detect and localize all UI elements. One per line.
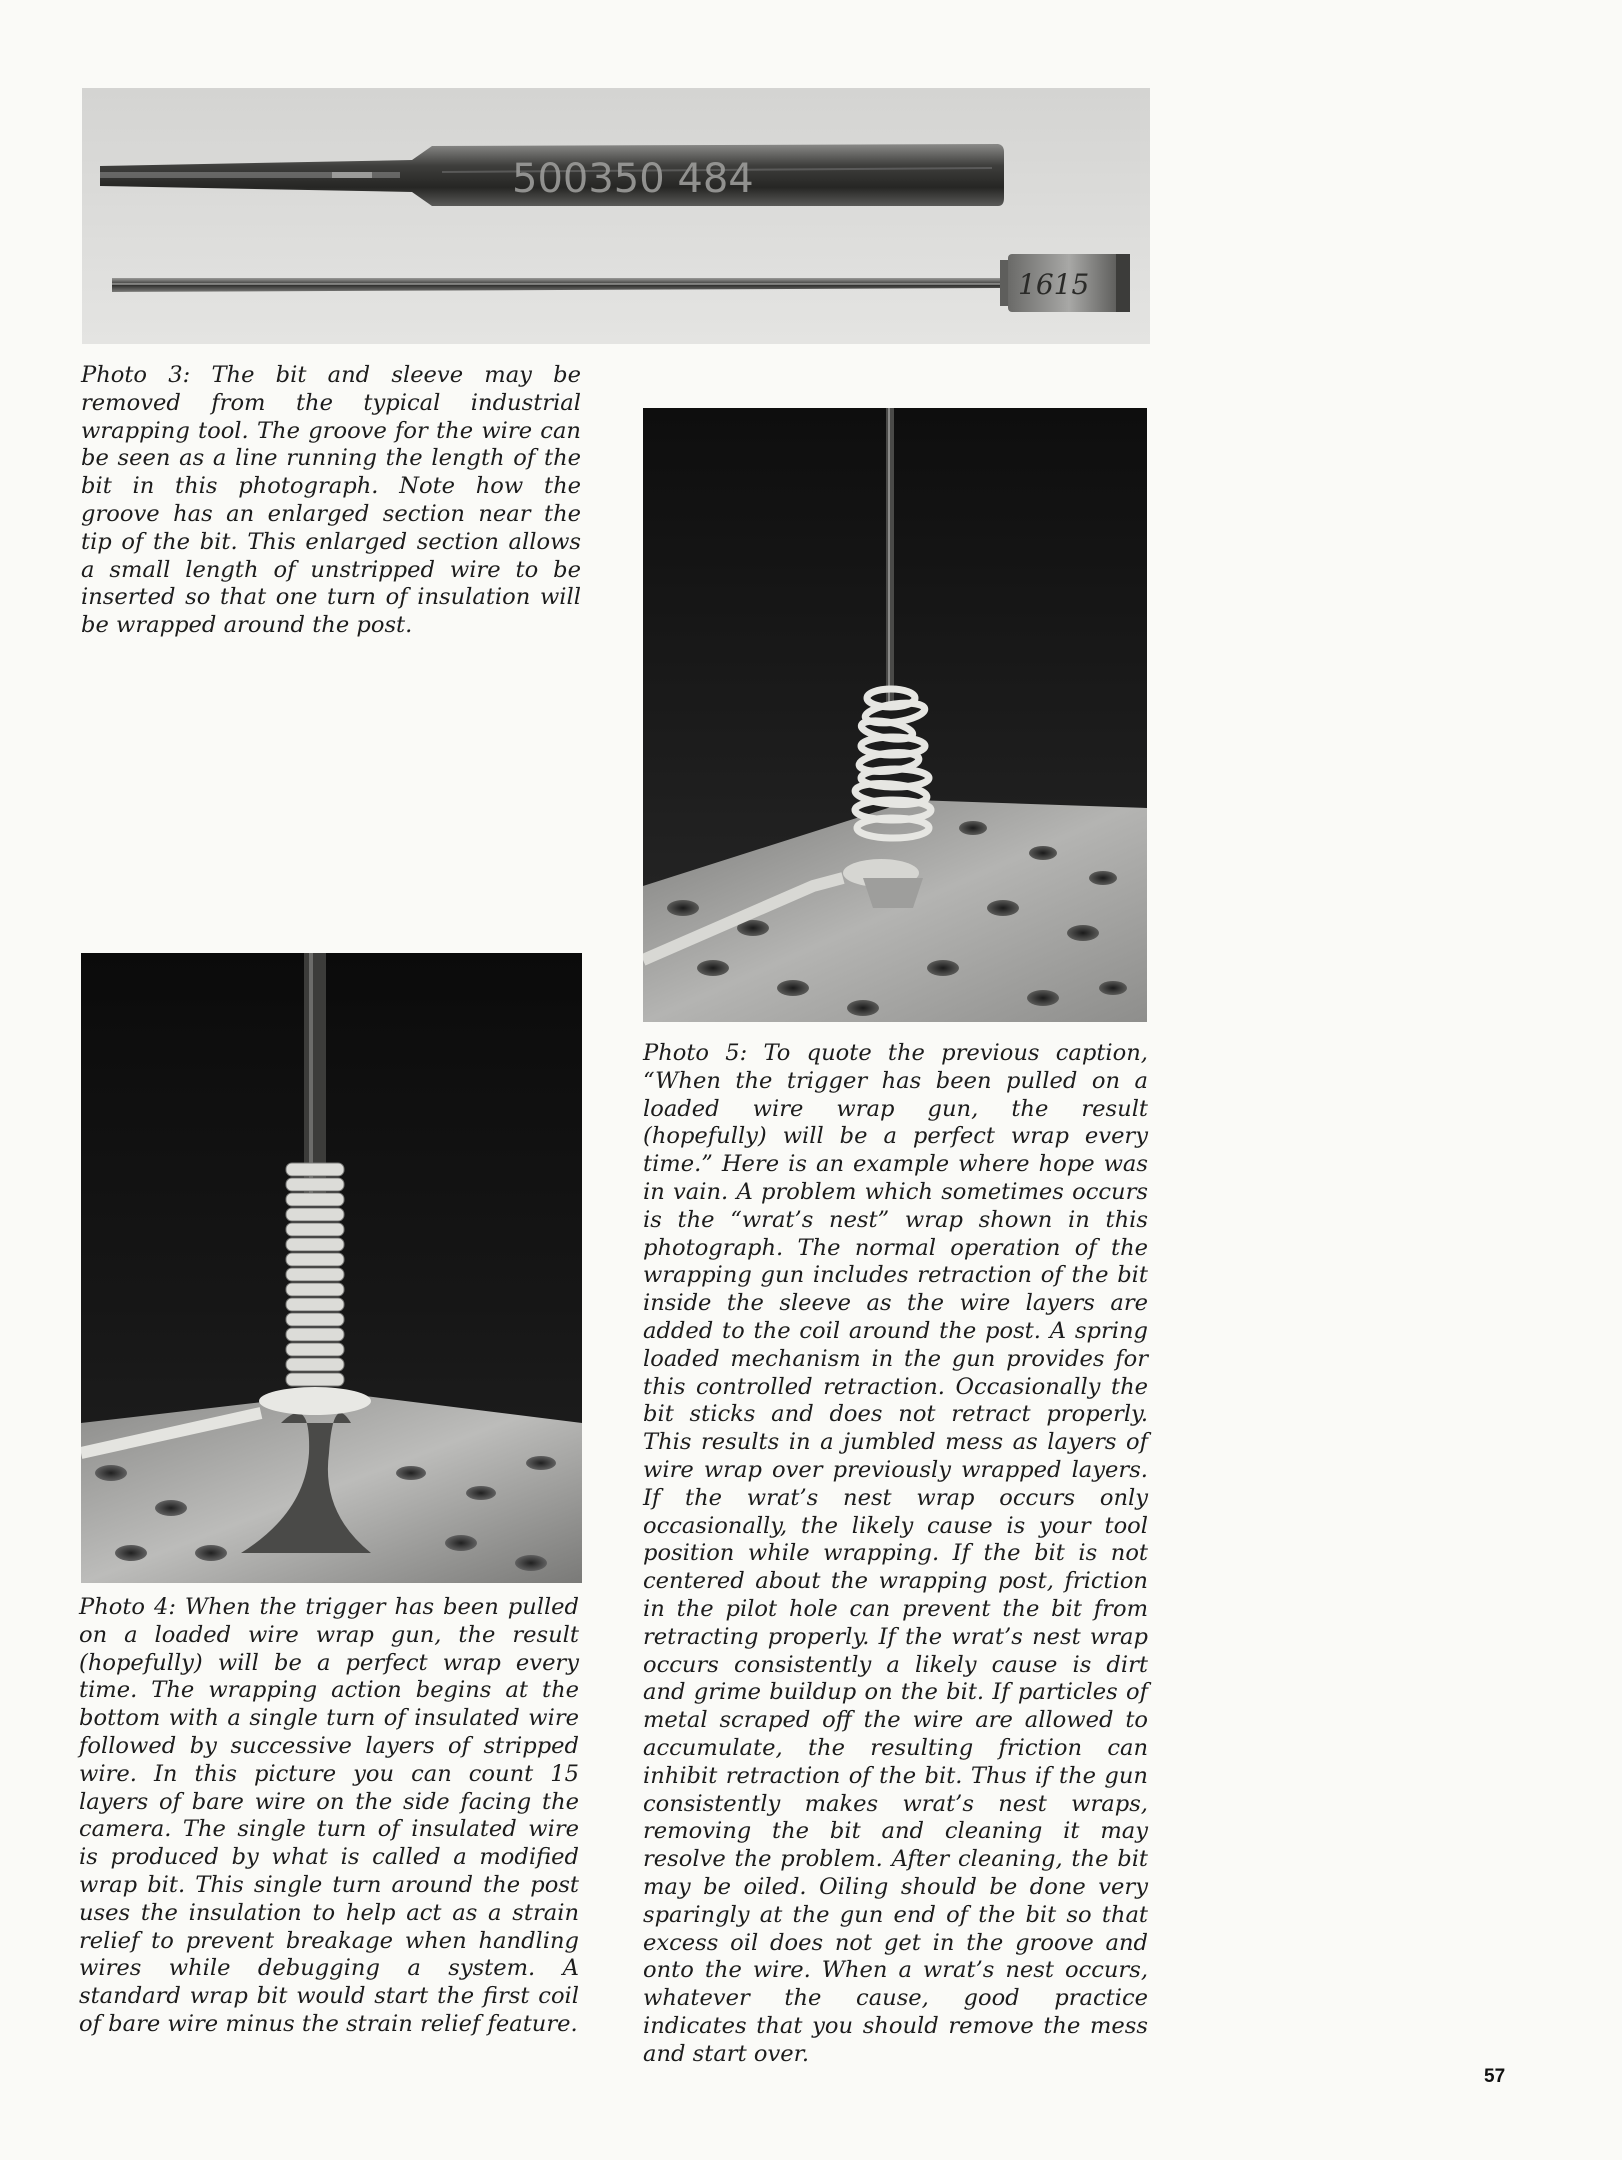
sleeve-label: 1615 bbox=[1018, 268, 1090, 301]
photo-4-perfect-wrap bbox=[81, 953, 582, 1583]
bit-engraving: 500350 484 bbox=[512, 156, 754, 202]
photo-3-caption: Photo 3: The bit and sleeve may be removed from the typical industrial wrapping tool. The groove for the wire can be seen as a line running the length of the bit in this photograph. Note how the groove has an enlarged section near the tip of the bit. This enlarged section allows a small length of unstripped wire to be inserted so that one turn of insulation will be wrapped around the post. bbox=[81, 362, 581, 639]
photo-3-image bbox=[82, 88, 1150, 344]
photo-5-image bbox=[643, 408, 1147, 1022]
photo-5-caption: Photo 5: To quote the previous caption, “When the trigger has been pulled on a loaded wire wrap gun, the result (hopefully) will be a perfect wrap every time.” Here is an example where hope was in vain. A problem which sometimes occurs is the “wrat’s nest” wrap shown in this photograph. The normal operation of the wrapping gun includes retraction of the bit inside the sleeve as the wire layers are added to the coil around the post. A spring loaded mechanism in the gun provides for this controlled retraction. Occasionally the bit sticks and does not retract properly. This results in a jumbled mess as layers of wire wrap over previously wrapped layers. If the wrat’s nest wrap occurs only occasionally, the likely cause is your tool position while wrapping. If the bit is not centered about the wrapping post, friction in the pilot hole can prevent the bit from retracting properly. If the wrat’s nest wrap occurs consistently a likely cause is dirt and grime buildup on the bit. If particles of metal scraped off the wire are allowed to accumulate, the resulting friction can inhibit retraction of the bit. Thus if the gun consistently makes wrat’s nest wraps, removing the bit and cleaning it may resolve the problem. After cleaning, the bit may be oiled. Oiling should be done very sparingly at the gun end of the bit so that excess oil does not get in the groove and onto the wire. When a wrat’s nest occurs, whatever the cause, good practice indicates that you should remove the mess and start over. bbox=[643, 1040, 1148, 2067]
photo-5-wrats-nest bbox=[643, 408, 1147, 1022]
photo-3-bit-and-sleeve bbox=[82, 88, 1150, 344]
page-number: 57 bbox=[1484, 2066, 1506, 2087]
photo-4-caption: Photo 4: When the trigger has been pulled on a loaded wire wrap gun, the result (hopefully) will be a perfect wrap every time. The wrapping action begins at the bottom with a single turn of insulated wire followed by successive layers of stripped wire. In this picture you can count 15 layers of bare wire on the side facing the camera. The single turn of insulated wire is produced by what is called a modified wrap bit. This single turn around the post uses the insulation to help act as a strain relief to prevent breakage when handling wires while debugging a system. A standard wrap bit would start the first coil of bare wire minus the strain relief feature. bbox=[79, 1594, 579, 2037]
photo-4-image bbox=[81, 953, 582, 1583]
